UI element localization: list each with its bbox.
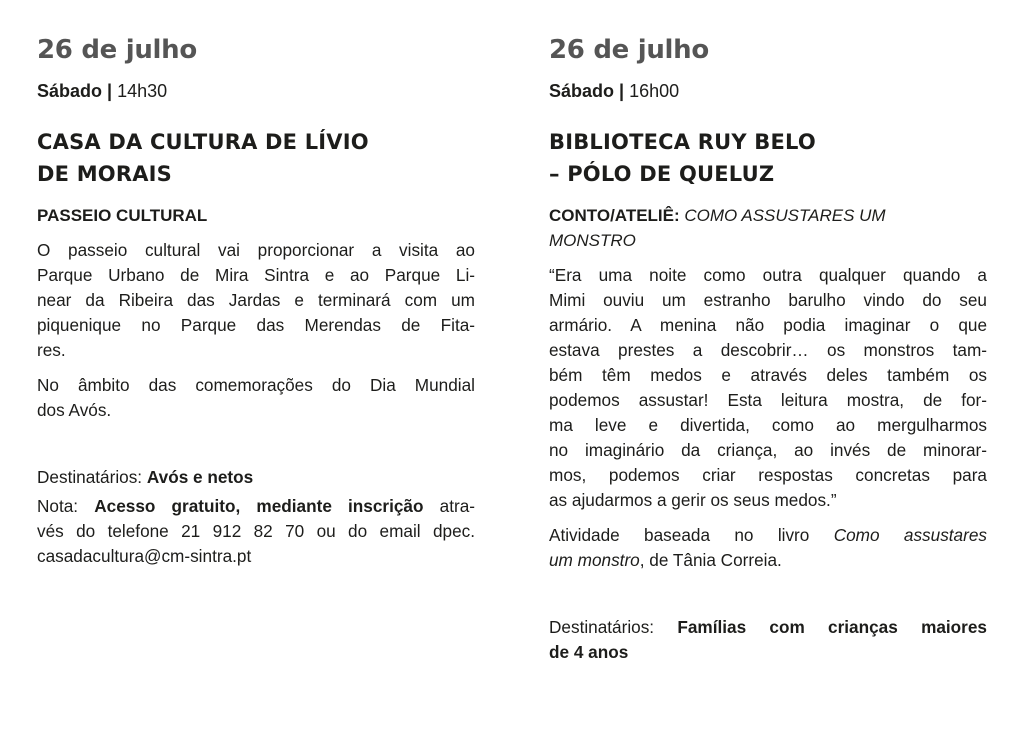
event-type-title: COMO ASSUSTARES UM [679,206,886,225]
event-note [37,494,475,569]
event-day: Sábado [37,81,103,101]
text-line: estava prestes a descobrir… os monstros tam- [549,340,987,360]
venue-line: CASA DA CULTURA DE LÍVIO [37,130,369,154]
text-line [549,640,987,665]
event-audience [549,615,987,665]
event-book-reference [549,523,987,573]
text-line: as ajudarmos a gerir os seus medos.” [549,490,837,510]
text-line [549,615,987,640]
event-context [37,373,475,423]
text-line: mos, podemos criar respostas concretas para [549,465,987,485]
text-line: piquenique no Parque das Merendas de Fita- [37,315,475,335]
text-line: Mimi ouviu um estranho barulho vindo do seu [549,290,987,310]
separator: | [107,81,113,101]
event-type [37,203,475,228]
text-line: No âmbito das comemorações do Dia Mundial [37,375,475,395]
text-line: no imaginário da criança, ao invés de minorar- [549,440,987,460]
audience-value: Avós e netos [146,467,254,487]
event-date: 26 de julho [549,35,709,65]
text-line: near da Ribeira das Jardas e terminará com um [37,290,475,310]
event-audience [37,465,475,490]
event-left [37,30,475,569]
note-label: Nota: [37,496,95,516]
audience-value: de 4 anos [549,642,629,662]
text-line [549,523,987,548]
venue-line: BIBLIOTECA RUY BELO [549,130,816,154]
event-type-label: CONTO/ATELIÊ: [549,206,680,225]
text-line: bém têm medos e através deles também os [549,365,987,385]
note-bold: Acesso gratuito, mediante inscrição [94,496,424,516]
event-type-label: PASSEIO CULTURAL [37,206,208,225]
event-day-time [549,78,987,104]
text-line: ma leve e divertida, como ao mergulharmos [549,415,987,435]
contact-email: casadacultura@cm-sintra.pt [37,546,252,566]
event-day-time [37,78,475,104]
event-day: Sábado [549,81,615,101]
event-type [549,203,987,253]
audience-value: Famílias com crianças maiores [677,617,987,637]
event-right [549,30,987,665]
event-time: 16h00 [629,81,680,101]
text-line [37,494,475,519]
event-venue [549,126,987,190]
audience-label: Destinatários: [549,617,678,637]
text-line: “Era uma noite como outra qualquer quando a [549,265,987,285]
event-venue [37,126,475,190]
event-type-title: MONSTRO [549,231,636,250]
text-line: Parque Urbano de Mira Sintra e ao Parque Li- [37,265,475,285]
audience-label: Destinatários: [37,467,147,487]
event-description [549,263,987,513]
venue-line: DE MORAIS [37,162,172,186]
venue-line: – PÓLO DE QUELUZ [549,162,775,186]
text-line: vés do telefone 21 912 82 70 ou do email dpec. [37,521,475,541]
text-line: armário. A menina não podia imaginar o que [549,315,987,335]
text-line [549,548,987,573]
note-rest: atra- [423,496,475,516]
text-line: podemos assustar! Esta leitura mostra, de for- [549,390,987,410]
based-suffix: , de Tânia Correia. [639,550,782,570]
event-description [37,238,475,363]
text-line: O passeio cultural vai proporcionar a visita ao [37,240,475,260]
separator: | [619,81,625,101]
text-line: dos Avós. [37,400,112,420]
book-title: um monstro [549,550,640,570]
event-date: 26 de julho [37,35,197,65]
event-time: 14h30 [117,81,168,101]
based-prefix: Atividade baseada no livro [549,525,834,545]
book-title: Como assustares [833,525,987,545]
text-line: res. [37,340,66,360]
